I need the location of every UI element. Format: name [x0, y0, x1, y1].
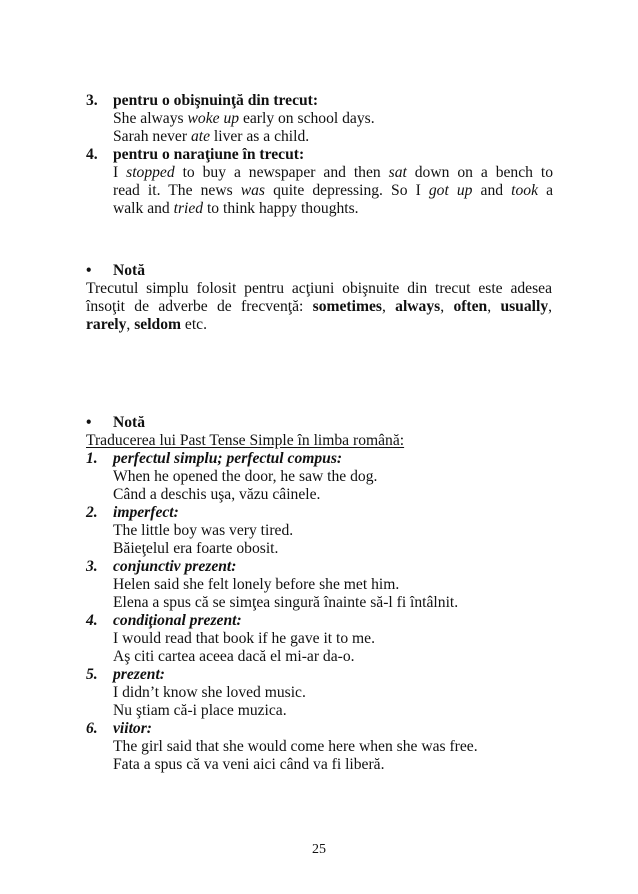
separator: , — [440, 298, 454, 315]
bullet-icon: • — [86, 414, 92, 431]
note-title: Notă — [113, 414, 146, 431]
item-number: 1. — [86, 450, 98, 467]
item-title: condiţional prezent: — [113, 612, 242, 629]
item-number: 3. — [86, 92, 98, 109]
example-line — [113, 128, 309, 146]
separator: , — [126, 316, 135, 333]
verb-italic: stopped — [126, 164, 175, 181]
item-title: perfectul simplu; perfectul compus: — [113, 450, 343, 467]
adverb: usually — [500, 298, 549, 315]
translation-heading: Traducerea lui Past Tense Simple în limba română: — [86, 432, 405, 449]
text: and — [472, 182, 512, 199]
note-title: Notă — [113, 262, 146, 279]
item-title: conjunctiv prezent: — [113, 558, 237, 575]
note-paragraph-line — [86, 316, 207, 334]
translation-item-title — [86, 720, 152, 738]
item-number: 6. — [86, 720, 98, 737]
verb-italic: got up — [428, 182, 473, 199]
example-line — [113, 110, 375, 128]
text: walk and — [113, 200, 174, 217]
adverb: rarely — [86, 316, 127, 333]
example-romanian: Nu ştiam că-i place muzica. — [113, 702, 287, 719]
translation-item-title — [86, 666, 165, 684]
text: to think happy thoughts. — [203, 200, 359, 217]
text: etc. — [181, 316, 207, 333]
page-number: 25 — [312, 842, 326, 857]
text: quite depressing. So I — [265, 182, 429, 199]
example-english: Helen said she felt lonely before she met him. — [113, 576, 400, 593]
text: read it. The news — [113, 182, 241, 199]
item-4-heading — [86, 146, 304, 164]
text: Sarah never — [113, 128, 191, 145]
example-english: The girl said that she would come here when she was free. — [113, 738, 478, 755]
verb-italic: woke up — [187, 110, 240, 127]
example-romanian: Aş citi cartea aceea dacă el mi-ar da-o. — [113, 648, 355, 665]
adverb: seldom — [134, 316, 181, 333]
example-english: The little boy was very tired. — [113, 522, 294, 539]
item-title: imperfect: — [113, 504, 179, 521]
verb-italic: took — [511, 182, 539, 199]
item-title: pentru o obişnuinţă din trecut: — [113, 92, 319, 109]
narrative-line — [113, 182, 553, 200]
separator: , — [487, 298, 501, 315]
item-number: 4. — [86, 146, 98, 163]
translation-item-title — [86, 612, 242, 630]
verb-italic: sat — [388, 164, 407, 181]
verb-italic: tried — [173, 200, 204, 217]
separator: , — [548, 298, 553, 315]
text: I — [113, 164, 127, 181]
item-number: 3. — [86, 558, 98, 575]
text: She always — [113, 110, 188, 127]
separator: , — [381, 298, 396, 315]
example-english: I would read that book if he gave it to me. — [113, 630, 375, 647]
translation-item-title — [86, 450, 342, 468]
item-title: pentru o naraţiune în trecut: — [113, 146, 305, 163]
example-english: When he opened the door, he saw the dog. — [113, 468, 378, 485]
verb-italic: was — [240, 182, 266, 199]
note-paragraph-line — [86, 298, 552, 316]
note-heading — [86, 262, 145, 280]
text: to buy a newspaper and then — [174, 164, 389, 181]
example-romanian: Fata a spus că va veni aici când va fi liberă. — [113, 756, 385, 773]
text: liver as a child. — [210, 128, 310, 145]
item-number: 4. — [86, 612, 98, 629]
adverb: sometimes — [312, 298, 382, 315]
note-heading — [86, 414, 145, 432]
example-romanian: Băieţelul era foarte obosit. — [113, 540, 279, 557]
verb-italic: ate — [190, 128, 210, 145]
item-title: prezent: — [113, 666, 165, 683]
item-title: viitor: — [113, 720, 152, 737]
example-romanian: Elena a spus că se simţea singură înainte să-l fi întâlnit. — [113, 594, 459, 611]
adverb: always — [395, 298, 441, 315]
narrative-line — [113, 164, 553, 182]
adverb: often — [453, 298, 488, 315]
bullet-icon: • — [86, 262, 92, 279]
note-paragraph-line: Trecutul simplu folosit pentru acţiuni obişnuite din trecut este adesea — [86, 280, 552, 297]
item-number: 2. — [86, 504, 98, 521]
example-english: I didn’t know she loved music. — [113, 684, 306, 701]
item-number: 5. — [86, 666, 98, 683]
text: însoţit de adverbe de frecvenţă: — [86, 298, 313, 315]
translation-item-title — [86, 558, 236, 576]
example-romanian: Când a deschis uşa, văzu câinele. — [113, 486, 321, 503]
text: down on a bench to — [406, 164, 553, 181]
text: a — [538, 182, 554, 199]
item-3-heading — [86, 92, 318, 110]
translation-item-title — [86, 504, 179, 522]
narrative-line — [113, 200, 359, 218]
text: early on school days. — [239, 110, 375, 127]
